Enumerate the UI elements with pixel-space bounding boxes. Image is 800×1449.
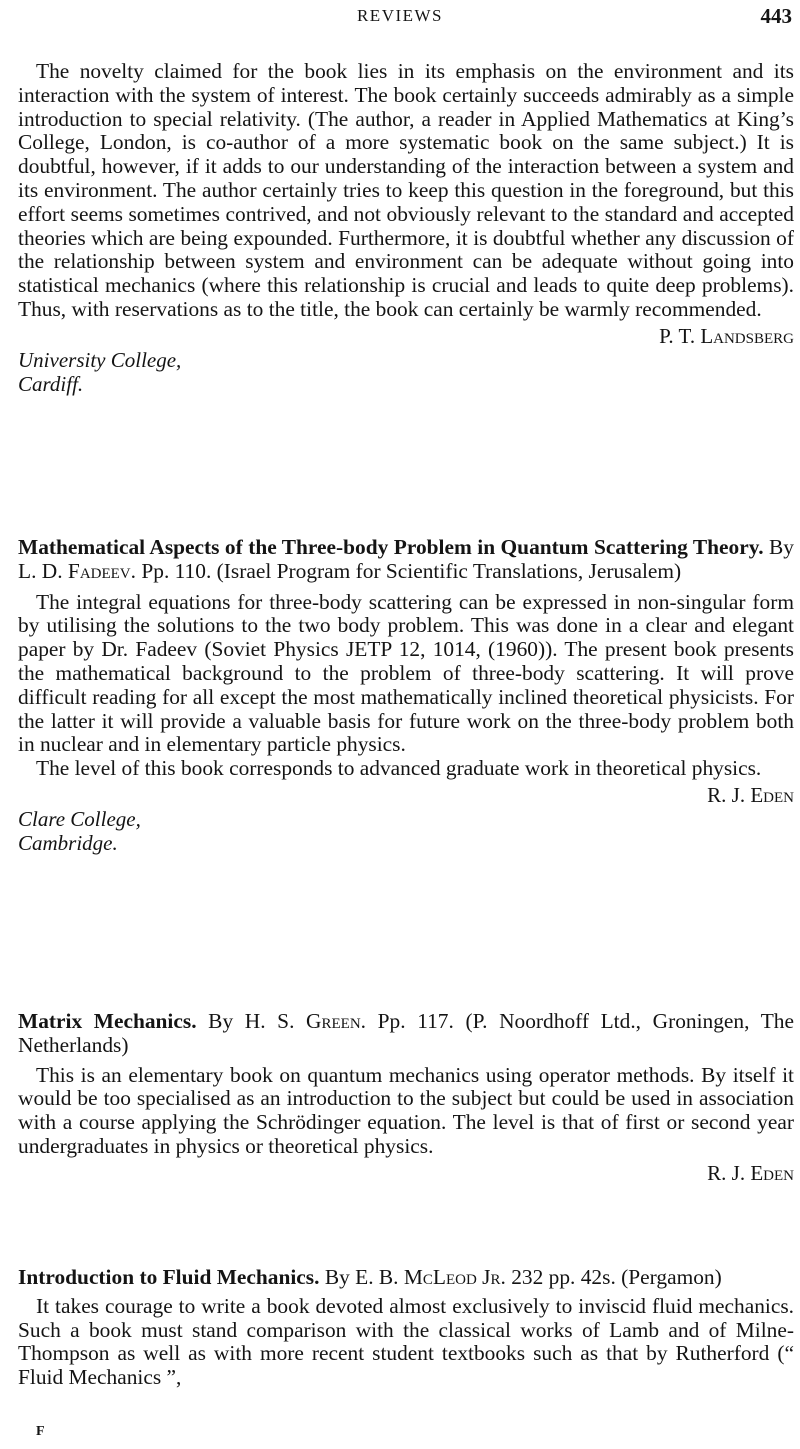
review-2-paragraph-1: The integral equations for three-body scattering can be expressed in non-singular form by utilising the solutions to the two body problem. This was done in a clear and elegant paper by Dr. Fadeev (Soviet Physics JETP 12, 1014, (1960)). The present book presents the mathematical background to the problem of three-body scattering. It will prove difficult reading for all except the most mathematically inclined theoretical physicists. For the latter it will provide a valuable basis for future work on the three-body problem both in nuclear and in elementary particle physics.	[18, 589, 794, 757]
review-3-heading	[18, 1010, 794, 1058]
review-3-book-title: Matrix Mechanics.	[18, 1009, 197, 1033]
review-4-byline: By E. B.	[324, 1265, 399, 1289]
review-4-book-title: Introduction to Fluid Mechanics.	[18, 1265, 320, 1289]
review-1	[18, 60, 794, 396]
review-3-details: Pp. 117. (P. Noordhoff Ltd., Groningen, The Netherlands)	[18, 1009, 794, 1057]
review-4-paragraph: It takes courage to write a book devoted almost exclusively to inviscid fluid mechanics. Such a book must stand comparison with the classical works of Lamb and of Milne-Thompson as well as with more recent student textbooks such as that by Rutherford (“ Fluid Mechanics ”,	[18, 1293, 794, 1390]
review-3-byline: By H. S.	[208, 1009, 295, 1033]
review-4-heading	[18, 1266, 794, 1290]
page-number: 443	[760, 4, 792, 28]
review-3-author: Green.	[306, 1009, 367, 1033]
review-2-affiliation-line1: Clare College,	[18, 806, 141, 831]
review-1-affiliation-line2: Cardiff.	[18, 371, 84, 396]
review-2-affiliation-line2: Cambridge.	[18, 830, 118, 855]
review-2-byline: By L. D.	[18, 535, 794, 583]
review-2	[18, 536, 794, 855]
review-1-affiliation-line1: University College,	[18, 347, 182, 372]
review-3-paragraph: This is an elementary book on quantum mechanics using operator methods. By itself it would be too specialised as an introduction to the subject but could be used in association with a course applying the Schrödinger equation. The level is that of first or second year undergraduates in physics or theoretical physics.	[18, 1062, 794, 1158]
review-2-details: Pp. 110. (Israel Program for Scientific Translations, Jerusalem)	[141, 558, 682, 583]
review-3-reviewer: R. J. Eden	[707, 1160, 794, 1185]
review-2-reviewer: R. J. Eden	[707, 782, 794, 807]
review-1-reviewer: P. T. Landsberg	[659, 323, 794, 348]
review-3	[18, 1010, 794, 1185]
review-1-paragraph: The novelty claimed for the book lies in its emphasis on the environment and its interaction with the system of interest. The book certainly succeeds admirably as a simple introduction to special relativity. (The author, a reader in Applied Mathematics at King’s College, London, is co-author of a more systematic book on the same subject.) It is doubtful, however, if it adds to our understanding of the interaction between a system and its environment. The author certainly tries to keep this question in the foreground, but this effort seems sometimes contrived, and not obviously relevant to the standard and accepted theories which are being expounded. Furthermore, it is doubtful whether any discussion of the relationship between system and environment can be adequate without going into statistical mechanics (where this relationship is crucial and leads to quite deep problems). Thus, with reservations as to the title, the book can certainly be warmly recommended.	[18, 59, 794, 321]
page-header	[0, 4, 800, 30]
signature-mark: F	[36, 1424, 45, 1439]
review-4	[18, 1266, 794, 1390]
review-2-book-title: Mathematical Aspects of the Three-body Problem in Quantum Scattering Theory.	[18, 535, 764, 559]
review-4-details: 232 pp. 42s. (Pergamon)	[511, 1265, 722, 1289]
review-2-heading	[18, 536, 794, 584]
review-2-author: Fadeev.	[67, 558, 136, 583]
review-4-author: McLeod Jr.	[403, 1265, 506, 1289]
running-title: REVIEWS	[356, 6, 444, 25]
review-2-paragraph-2: The level of this book corresponds to advanced graduate work in theoretical physics.	[36, 756, 762, 781]
